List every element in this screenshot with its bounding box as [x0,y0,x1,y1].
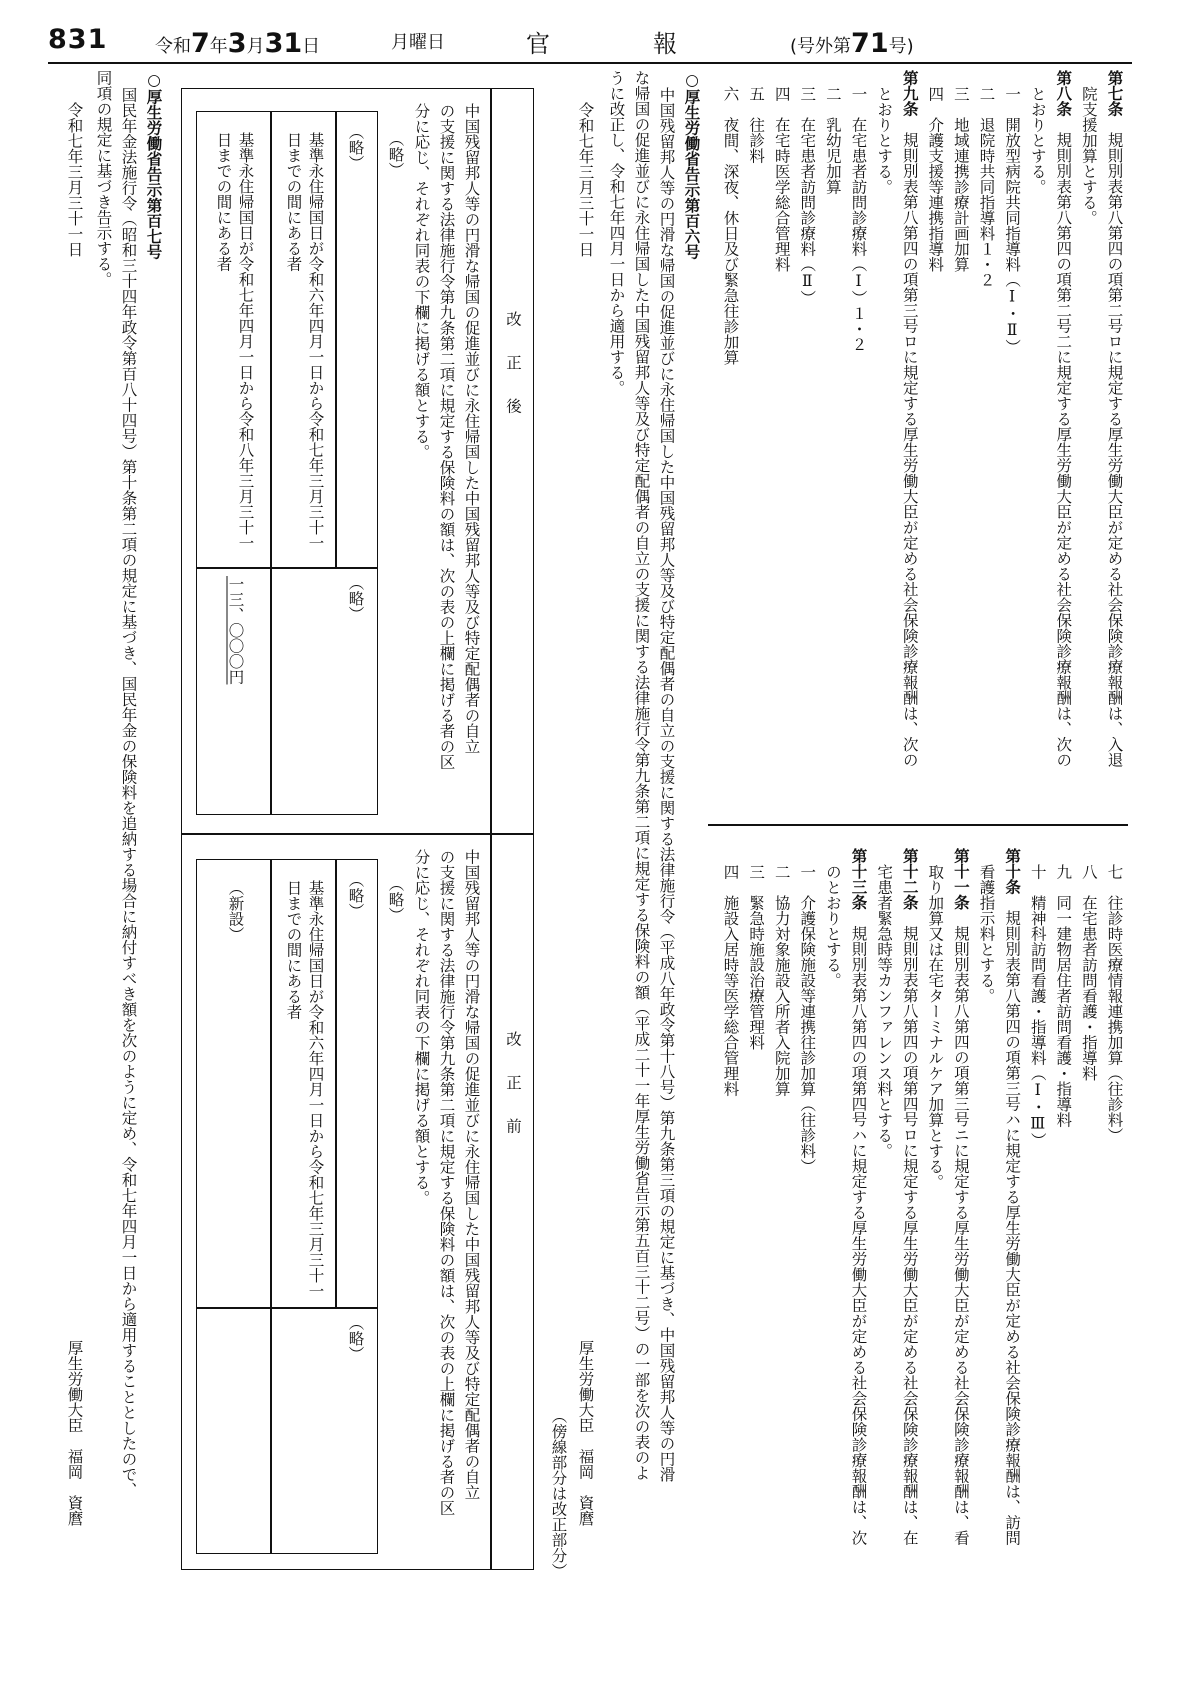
page-number: 831 [48,24,108,55]
notice-106-body-3: うに改正し、令和七年四月一日から適用する。 [607,70,626,396]
article-line: 第十一条 規則別表第八第四の項第三号ニに規定する厚生労働大臣が定める社会保険診療報酬は、看 [951,848,971,1546]
before-new-note: （新設） [226,880,245,942]
issue-date [155,28,320,59]
article-line: 四 介護支援等連携指導料 [926,86,945,272]
month-unit: 月 [246,36,265,57]
month: 3 [227,28,247,59]
article-line: 三 在宅患者訪問診療料（Ⅱ） [798,86,817,306]
notice-107-minister: 厚生労働大臣 福岡 資麿 [65,1340,84,1526]
weekday: 月曜日 [391,32,445,53]
notice-106-body-2: な帰国の促進並びに永住帰国した中国残留邦人等及び特定配偶者の自立の支援に関する法律施行令第九条第二項に規定する保険料の額（平成二十一年厚生労働省告示第五百三十二号）の一部を次の表のよ [632,70,651,1481]
year: 7 [191,28,210,59]
article-line: 六 夜間、深夜、休日及び緊急往診加算 [721,86,740,365]
issue-number: (号外第71号) [790,28,914,59]
article-line: 一 開放型病院共同指導料（Ⅰ・Ⅱ） [1003,86,1022,355]
article-line: 二 乳幼児加算 [823,86,842,195]
article-line: 三 緊急時施設治療管理料 [747,864,766,1050]
article-line: 十 精神科訪問看護・指導料（Ⅰ・Ⅲ） [1028,864,1047,1148]
header-before: 改正前 [504,1031,522,1162]
after-intro-2: の支援に関する法律施行令第九条第二項に規定する保険料の額は、次の表の上欄に掲げる者の区 [437,103,456,770]
article-line: 四 施設入居時等医学総合管理料 [721,864,740,1097]
article-line: のとおりとする。 [823,864,842,988]
article-line: 第九条 規則別表第八第四の項第三号ロに規定する厚生労働大臣が定める社会保険診療報酬は、次の [900,70,920,768]
notice-106-body-1: 中国残留邦人等の円滑な帰国の促進並びに永住帰国した中国残留邦人等及び特定配偶者の自立の支援に関する法律施行令（平成八年政令第十八号）第九条第三項の規定に基づき、中国残留邦人等の円滑 [657,87,676,1482]
notice-106-heading: ○厚生労働省告示第百六号 [682,70,702,260]
article-line: 四 在宅時医学総合管理料 [772,86,791,272]
era: 令和 [155,36,191,57]
article-line: 五 往診料 [747,86,766,164]
article-line: 一 在宅患者訪問診療料（Ⅰ）１・２ [849,86,868,352]
article-line: 看護指示料とする。 [977,864,996,1004]
article-line: 第十条 規則別表第八第四の項第三号ハに規定する厚生労働大臣が定める社会保険診療報酬は、訪問 [1003,848,1023,1546]
article-line: 八 在宅患者訪問看護・指導料 [1079,864,1098,1081]
after-omitted-1: （略） [386,131,405,178]
header-after: 改正後 [504,311,522,442]
before-omitted-1: （略） [386,876,405,923]
after-amount: 一三、〇〇〇円 [226,576,245,685]
notice-107-date: 令和七年三月三十一日 [65,102,84,257]
article-line: 第七条 規則別表第八第四の項第二号ロに規定する厚生労働大臣が定める社会保険診療報酬は、入退 [1105,70,1125,768]
before-row1-a: 基準永住帰国日が令和六年四月一日から令和七年三月三十一 [306,880,325,1299]
article-line: 宅患者緊急時等カンファレンス料とする。 [875,864,894,1159]
day: 31 [264,28,303,59]
notice-106-minister: 厚生労働大臣 福岡 資麿 [576,1340,595,1526]
revision-table [181,88,534,1570]
article-line: とおりとする。 [1028,86,1047,195]
header-rule [48,62,1132,64]
article-line: 三 地域連携診療計画加算 [951,86,970,272]
after-omitted-2: （略） [346,124,365,171]
article-line: 七 往診時医療情報連携加算（往診料） [1105,864,1124,1143]
before-omitted-3: （略） [346,1315,365,1362]
article-line: 二 退院時共同指導料１・２ [977,86,996,288]
section-divider [708,824,1128,826]
after-row1-b: 日までの間にある者 [284,132,303,272]
after-omitted-3: （略） [346,575,365,622]
before-intro-3: 分に応じ、それぞれ同表の下欄に掲げる額とする。 [412,849,431,1206]
notice-107-body-2: 同項の規定に基づき告示する。 [94,70,113,287]
after-intro-3: 分に応じ、それぞれ同表の下欄に掲げる額とする。 [412,103,431,460]
article-line: 一 介護保険施設等連携往診加算（往診料） [798,864,817,1174]
article-line: 取り加算又は在宅ターミナルケア加算とする。 [926,864,945,1190]
after-intro-1: 中国残留邦人等の円滑な帰国の促進並びに永住帰国した中国残留邦人等及び特定配偶者の自立 [462,103,481,754]
notice-107-heading: ○厚生労働省告示第百七号 [144,70,164,260]
article-line: 第十二条 規則別表第八第四の項第四号ロに規定する厚生労働大臣が定める社会保険診療報酬は、在 [900,848,920,1546]
after-row2-b: 日までの間にある者 [214,132,233,272]
notice-106-note: （傍線部分は改正部分） [549,1408,568,1579]
notice-107-body-1: 国民年金法施行令（昭和三十四年政令第百八十四号）第十条第二項の規定に基づき、国民年金の保険料を追納する場合に納付すべき額を次のように定め、令和七年四月一日から適用することとしたので、 [119,87,138,1498]
article-line: 第八条 規則別表第八第四の項第二号二に規定する厚生労働大臣が定める社会保険診療報酬は、次の [1054,70,1074,768]
before-intro-2: の支援に関する法律施行令第九条第二項に規定する保険料の額は、次の表の上欄に掲げる者の区 [437,849,456,1516]
after-row2-a: 基準永住帰国日が令和七年四月一日から令和八年三月三十一 [236,132,255,551]
before-row1-b: 日までの間にある者 [284,880,303,1020]
day-unit: 日 [302,36,321,57]
gazette-header [48,22,1132,62]
after-inner-table [196,111,378,815]
gazette-title-1: 官 [526,30,550,58]
article-line: とおりとする。 [875,86,894,195]
after-row1-a: 基準永住帰国日が令和六年四月一日から令和七年三月三十一 [306,132,325,551]
year-unit: 年 [209,36,228,57]
article-line: 第十三条 規則別表第八第四の項第四号ハに規定する厚生労働大臣が定める社会保険診療報酬は、次 [849,848,869,1546]
before-inner-table [196,859,378,1554]
article-line: 院支援加算とする。 [1079,86,1098,226]
before-omitted-2: （略） [346,872,365,919]
gazette-title-2: 報 [653,30,677,58]
article-line: 九 同一建物居住者訪問看護・指導料 [1054,864,1073,1128]
article-line: 二 協力対象施設入所者入院加算 [772,864,791,1097]
before-intro-1: 中国残留邦人等の円滑な帰国の促進並びに永住帰国した中国残留邦人等及び特定配偶者の自立 [462,849,481,1500]
notice-106-date: 令和七年三月三十一日 [576,102,595,257]
